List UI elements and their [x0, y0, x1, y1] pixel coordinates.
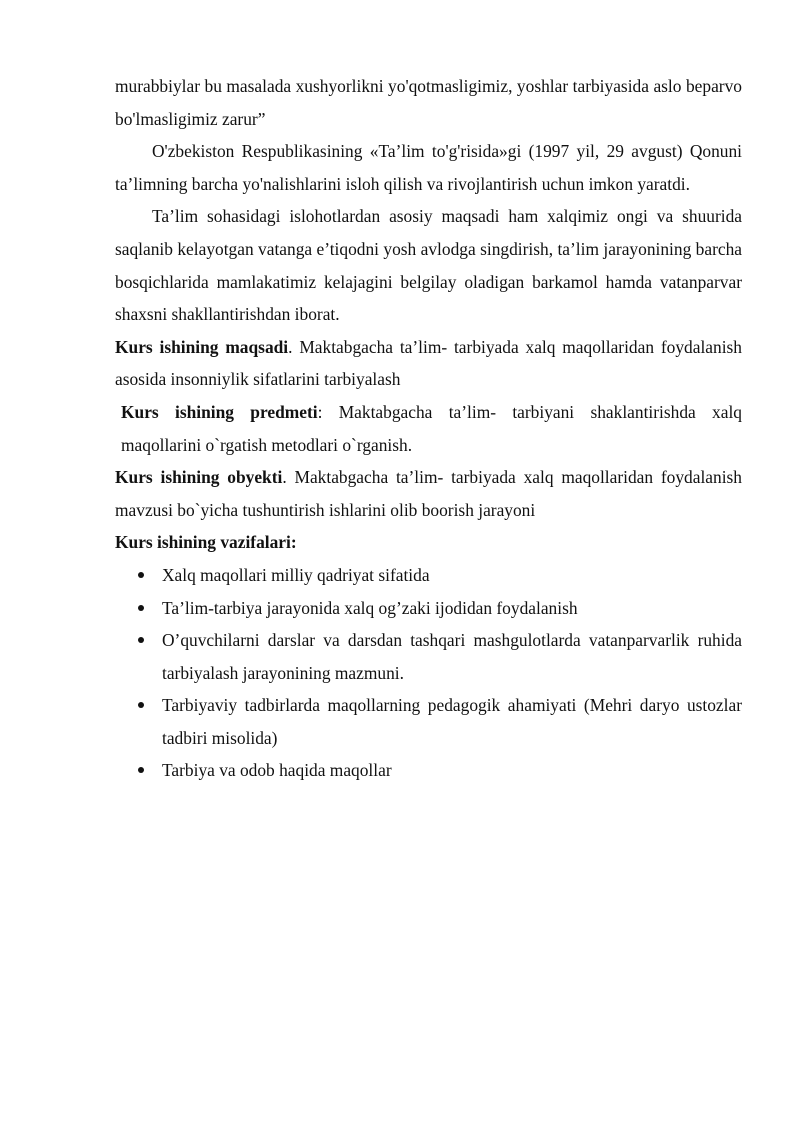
list-item [115, 754, 742, 787]
list-item [115, 592, 742, 625]
list-item-text: Xalq maqollari milliy qadriyat sifatida [162, 564, 430, 585]
course-subject-text: : Maktabgacha ta’lim- tarbiyani shaklantirishda xalq maqollarini o`rgatish metodlari o`rganish. [121, 401, 742, 455]
bullet-icon [138, 637, 144, 643]
course-goal-text: . Maktabgacha ta’lim- tarbiyada xalq maqollaridan foydalanish asosida insonniylik sifatlarini tarbiyalash [115, 336, 742, 390]
course-tasks-list [115, 559, 742, 787]
paragraph-education-law: O'zbekiston Respublikasining «Ta’lim to'g'risida»gi (1997 yil, 29 avgust) Qonuni ta’limning barcha yo'nalishlarini isloh qilish va rivojlantirish uchun imkon yaratdi. [115, 141, 742, 194]
bullet-icon [138, 702, 144, 708]
course-object-label: Kurs ishining obyekti [115, 467, 283, 488]
course-object [115, 461, 742, 526]
course-subject [115, 396, 742, 461]
course-goal [115, 331, 742, 396]
list-item [115, 624, 742, 689]
list-item-text: O’quvchilarni darslar va darsdan tashqari mashgulotlarda vatanparvarlik ruhida tarbiyalash jarayonining mazmuni. [162, 630, 742, 683]
bullet-icon [138, 572, 144, 578]
list-item [115, 559, 742, 592]
course-goal-label: Kurs ishining maqsadi [115, 336, 289, 357]
paragraph-reform-goal: Ta’lim sohasidagi islohotlardan asosiy maqsadi ham xalqimiz ongi va shuurida saqlanib kelayotgan vatanga e’tiqodni yosh avlodga singdirish, ta’lim jarayonining barcha bosqichlarida mamlakatimiz kelajagini belgilay oladigan barkamol hamda vatanparvar shaxsni shakllantirishdan iborat. [115, 206, 742, 325]
document-page [115, 70, 742, 787]
course-subject-label: Kurs ishining predmeti [121, 401, 318, 422]
course-object-text: . Maktabgacha ta’lim- tarbiyada xalq maqollaridan foydalanish mavzusi bo`yicha tushuntirish ishlarini olib boorish jarayoni [115, 467, 743, 520]
bullet-icon [138, 605, 144, 611]
list-item-text: Tarbiyaviy tadbirlarda maqollarning pedagogik ahamiyati (Mehri daryo ustozlar tadbiri misolida) [162, 695, 742, 748]
list-item-text: Tarbiya va odob haqida maqollar [162, 760, 392, 781]
list-item-text: Ta’lim-tarbiya jarayonida xalq og’zaki ijodidan foydalanish [162, 597, 578, 618]
bullet-icon [138, 767, 144, 773]
list-item [115, 689, 742, 754]
paragraph-intro-quote: murabbiylar bu masalada xushyorlikni yo'qotmasligimiz, yoshlar tarbiyasida aslo beparvo bo'lmasligimiz zarur” [115, 76, 742, 129]
course-tasks-heading: Kurs ishining vazifalari: [115, 532, 297, 553]
